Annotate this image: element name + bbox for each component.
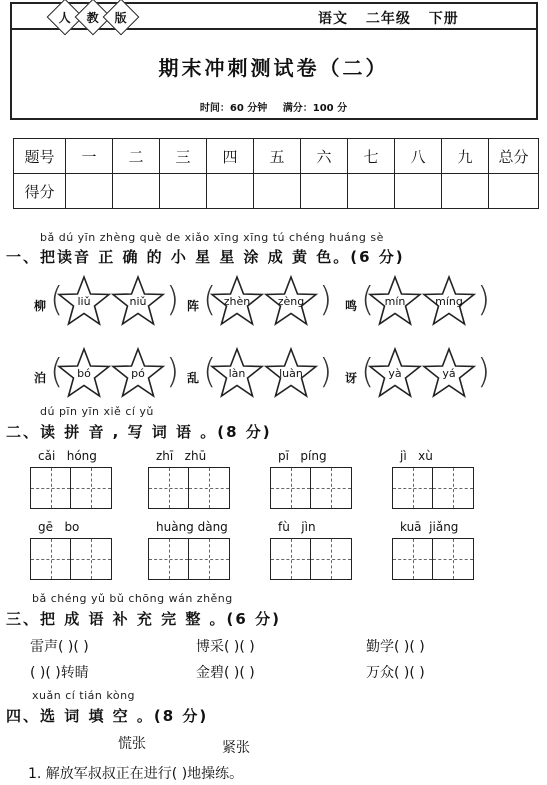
score-cell[interactable]: [395, 174, 442, 209]
badge-diamond: 教: [75, 0, 112, 35]
grid-cell[interactable]: [393, 468, 433, 508]
writing-grid[interactable]: [392, 467, 474, 509]
writing-grid[interactable]: [148, 538, 230, 580]
star-option[interactable]: [421, 347, 477, 399]
badge-diamond: 版: [103, 0, 140, 35]
score-cell[interactable]: [160, 174, 207, 209]
word-pinyin: zhī zhū: [156, 449, 207, 463]
grid-cell[interactable]: [189, 468, 229, 508]
section1-title: 一、把读音 正 确 的 小 星 星 涂 成 黄 色。(6 分): [6, 248, 405, 266]
grid-cell[interactable]: [271, 539, 311, 579]
target-char: 泊: [34, 371, 47, 385]
word-choice: 紧张: [222, 740, 250, 756]
score-cell[interactable]: [254, 174, 301, 209]
grid-cell[interactable]: [271, 468, 311, 508]
star-pinyin: mín: [384, 295, 406, 308]
score-cell[interactable]: [489, 174, 539, 209]
subject: 语文: [318, 11, 348, 27]
star-option[interactable]: [367, 347, 423, 399]
right-paren: ): [319, 352, 333, 392]
exam-meta: [0, 99, 547, 114]
star-pinyin: míng: [435, 295, 463, 308]
subject-info: [318, 8, 471, 28]
score-header-row: [14, 139, 539, 174]
star-option[interactable]: [56, 275, 112, 327]
star-option[interactable]: [56, 347, 112, 399]
badge-diamond: 人: [47, 0, 84, 35]
exam-score: 满分：100 分: [282, 103, 348, 114]
exam-time: 时间：60 分钟: [199, 103, 268, 114]
table-header-cell: 七: [348, 139, 395, 174]
score-cell[interactable]: [207, 174, 254, 209]
section3-pinyin: bǎ chéng yǔ bǔ chōng wán zhěng: [32, 592, 233, 605]
table-header-cell: 二: [113, 139, 160, 174]
idiom-item[interactable]: 博采( )( ): [196, 639, 255, 655]
table-header-cell: 三: [160, 139, 207, 174]
word-pinyin: jì xù: [400, 449, 433, 463]
idiom-item[interactable]: ( )( )转睛: [30, 665, 89, 681]
score-cell[interactable]: [348, 174, 395, 209]
star-pinyin: liǔ: [77, 295, 91, 308]
grade: 二年级: [365, 11, 411, 27]
right-paren: ): [319, 280, 333, 320]
star-option[interactable]: [110, 275, 166, 327]
page-title: 期末冲刺测试卷（二）: [158, 56, 389, 80]
idiom-item[interactable]: 勤学( )( ): [366, 639, 425, 655]
right-paren: ): [166, 352, 180, 392]
grid-cell[interactable]: [149, 468, 189, 508]
star-pinyin: yà: [388, 367, 402, 380]
section4-title: 四、选 词 填 空 。(8 分): [6, 707, 209, 725]
word-pinyin: kuā jiǎng: [400, 520, 459, 534]
left-paren: (: [50, 280, 64, 320]
table-header-cell: 八: [395, 139, 442, 174]
section4-pinyin: xuǎn cí tián kòng: [32, 689, 136, 702]
star-option[interactable]: [110, 347, 166, 399]
star-pinyin: zèng: [277, 295, 305, 308]
score-table: [13, 138, 539, 209]
word-choice: 慌张: [118, 736, 146, 752]
writing-grid[interactable]: [30, 538, 112, 580]
target-char: 阵: [187, 299, 200, 313]
grid-cell[interactable]: [31, 539, 71, 579]
word-pinyin: huàng dàng: [156, 520, 228, 534]
score-cell[interactable]: [301, 174, 348, 209]
grid-cell[interactable]: [189, 539, 229, 579]
idiom-item[interactable]: 万众( )( ): [366, 665, 425, 681]
star-pinyin: làn: [228, 367, 246, 380]
writing-grid[interactable]: [392, 538, 474, 580]
grid-cell[interactable]: [433, 539, 473, 579]
table-header-cell: 六: [301, 139, 348, 174]
grid-cell[interactable]: [433, 468, 473, 508]
left-paren: (: [50, 352, 64, 392]
score-row-label: 得分: [14, 174, 66, 209]
grid-cell[interactable]: [311, 539, 351, 579]
section2-pinyin: dú pīn yīn xiě cí yǔ: [40, 405, 154, 418]
left-paren: (: [203, 352, 217, 392]
right-paren: ): [477, 280, 491, 320]
section3-title: 三、把 成 语 补 充 完 整 。(6 分): [6, 610, 281, 628]
star-pinyin: bó: [77, 367, 91, 380]
table-header-cell: 五: [254, 139, 301, 174]
table-header-cell: 总分: [489, 139, 539, 174]
word-pinyin: pī píng: [278, 449, 327, 463]
left-paren: (: [361, 352, 375, 392]
star-pinyin: pó: [131, 367, 145, 380]
score-cell[interactable]: [442, 174, 489, 209]
star-pinyin: niǔ: [129, 295, 147, 308]
score-cell[interactable]: [113, 174, 160, 209]
star-pinyin: luàn: [279, 367, 303, 380]
grid-cell[interactable]: [31, 468, 71, 508]
score-entry-row: [14, 174, 539, 209]
left-paren: (: [361, 280, 375, 320]
edition-badge: [52, 4, 134, 30]
writing-grid[interactable]: [270, 467, 352, 509]
idiom-item[interactable]: 雷声( )( ): [30, 639, 89, 655]
grid-cell[interactable]: [71, 468, 111, 508]
word-pinyin: cǎi hóng: [38, 449, 97, 463]
left-paren: (: [203, 280, 217, 320]
score-cell[interactable]: [66, 174, 113, 209]
table-header-cell: 题号: [14, 139, 66, 174]
right-paren: ): [477, 352, 491, 392]
star-option[interactable]: [209, 275, 265, 327]
grid-cell[interactable]: [311, 468, 351, 508]
target-char: 乱: [187, 371, 200, 385]
grid-cell[interactable]: [71, 539, 111, 579]
word-pinyin: gē bo: [38, 520, 80, 534]
question-1: 1. 解放军叔叔正在进行( )地操练。: [28, 766, 244, 782]
star-option[interactable]: [263, 275, 319, 327]
grid-cell[interactable]: [149, 539, 189, 579]
idiom-item[interactable]: 金碧( )( ): [196, 665, 255, 681]
volume: 下册: [428, 11, 459, 27]
star-option[interactable]: [209, 347, 265, 399]
star-option[interactable]: [367, 275, 423, 327]
writing-grid[interactable]: [148, 467, 230, 509]
table-header-cell: 四: [207, 139, 254, 174]
writing-grid[interactable]: [30, 467, 112, 509]
table-header-cell: 一: [66, 139, 113, 174]
star-pinyin: yá: [442, 367, 456, 380]
section1-pinyin: bǎ dú yīn zhèng què de xiǎo xīng xīng tú chéng huáng sè: [40, 231, 384, 244]
grid-cell[interactable]: [393, 539, 433, 579]
target-char: 柳: [34, 299, 47, 313]
star-option[interactable]: [421, 275, 477, 327]
section2-title: 二、读 拼 音 , 写 词 语 。(8 分): [6, 423, 272, 441]
right-paren: ): [166, 280, 180, 320]
star-option[interactable]: [263, 347, 319, 399]
star-pinyin: zhèn: [223, 295, 251, 308]
writing-grid[interactable]: [270, 538, 352, 580]
target-char: 鸣: [345, 299, 358, 313]
word-pinyin: fù jìn: [278, 520, 316, 534]
target-char: 讶: [345, 371, 358, 385]
table-header-cell: 九: [442, 139, 489, 174]
